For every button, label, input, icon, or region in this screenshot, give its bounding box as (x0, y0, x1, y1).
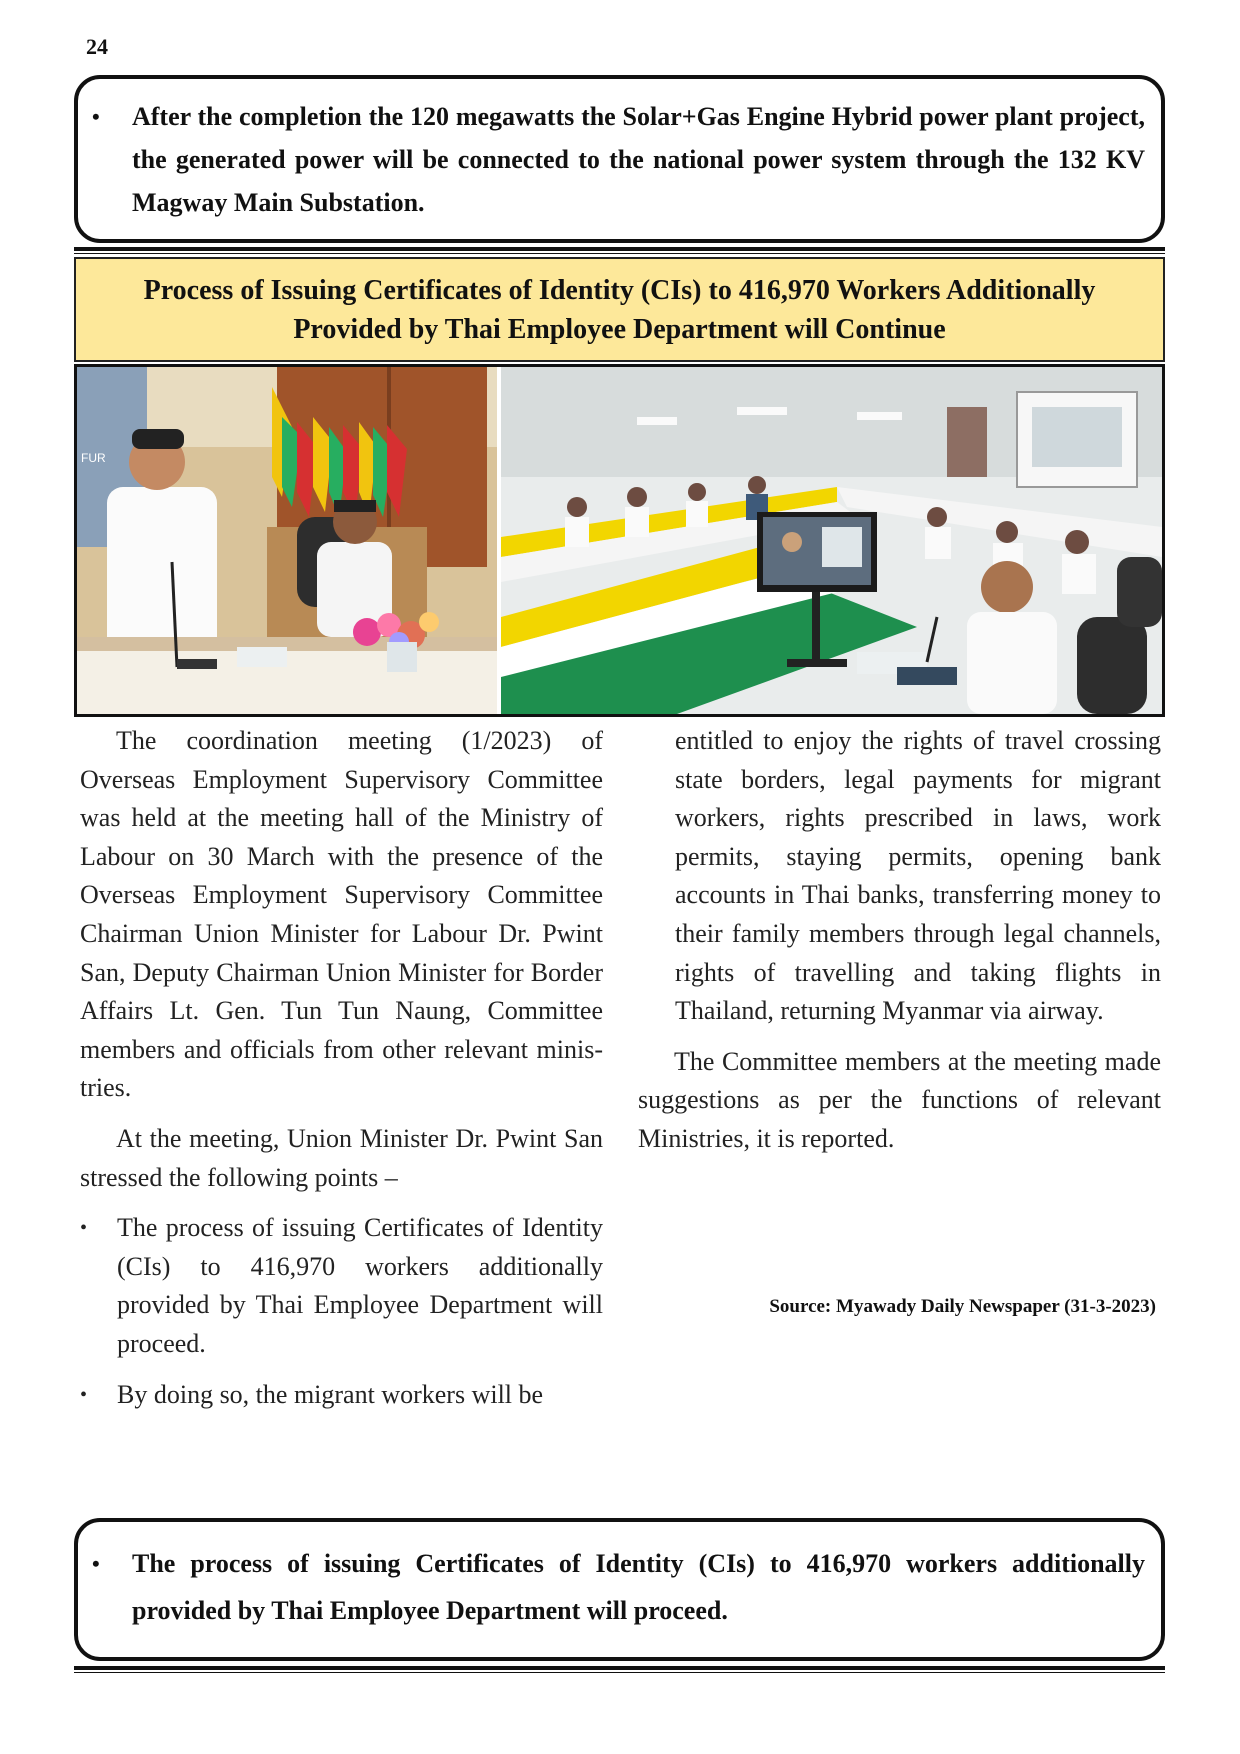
article-paragraph: The Committee members at the meeting made suggestions as per the functions of relevant Ministries, it is reported. (638, 1046, 1161, 1153)
article-paragraph: entitled to enjoy the rights of travel crossing state borders, legal payments for migrant workers, rights prescribed in laws, work permits, staying permits, opening bank accounts in Thai banks, transferring money to their family members through legal channels, rights of travelling and taking flights in Thailand, returning Myanmar via airway. (675, 726, 1161, 1026)
bottom-highlight-item (78, 1540, 1161, 1634)
meeting-photos (74, 364, 1165, 717)
bullet-icon: • (80, 1217, 88, 1240)
article-column-left (80, 722, 603, 1426)
photo-minister-speaking (77, 367, 497, 714)
bottom-highlight-text: The process of issuing Certificates of Identity (CIs) to 416,970 workers additionally provided by Thai Employee Department will proceed. (132, 1549, 1145, 1625)
list-item-text: The process of issuing Certificates of Identity (CIs) to 416,970 workers additionally provided by Thai Employee Department will proceed. (117, 1213, 603, 1358)
divider-rule (74, 253, 1165, 254)
article-paragraph: The coordination meeting (1/2023) of Overseas Employment Supervisory Committee was held at the meeting hall of the Ministry of Labour on 30 March with the presence of the Overseas Employment Supervisory Committee Chairman Union Minister for Labour Dr. Pwint San, Deputy Chairman Union Minister for Border Affairs Lt. Gen. Tun Tun Naung, Committee members and officials from other relevant ministries. (80, 726, 603, 1103)
headline-line-2: Provided by Thai Employee Department will Continue (293, 313, 946, 345)
bullet-icon: • (92, 1551, 100, 1576)
article-bullet-list (80, 1209, 603, 1414)
wall-sign-text: FUR (81, 451, 106, 465)
photo-meeting-hall (501, 367, 1162, 714)
divider-rule (74, 1672, 1165, 1673)
list-item (80, 1209, 603, 1363)
headline (134, 271, 1106, 349)
divider-rule (74, 1666, 1165, 1670)
source-credit: Source: Myawady Daily Newspaper (31-3-2023) (769, 1296, 1156, 1317)
headline-box (74, 257, 1165, 362)
article-paragraph: At the meeting, Union Minister Dr. Pwint San stressed the following points – (80, 1123, 603, 1192)
bullet-icon: • (80, 1383, 88, 1406)
article-column-right (638, 722, 1161, 1171)
list-item-text: By doing so, the migrant workers will be (117, 1379, 544, 1409)
list-item (80, 1376, 603, 1415)
bullet-icon: • (92, 104, 100, 129)
divider-rule (74, 247, 1165, 251)
page-number: 24 (86, 34, 108, 59)
bottom-highlight-box (74, 1518, 1165, 1661)
top-highlight-item (78, 95, 1161, 224)
top-highlight-box (74, 75, 1165, 243)
top-highlight-text: After the completion the 120 megawatts the Solar+Gas Engine Hybrid power plant project, the generated power will be connected to the national power system through the 132 KV Magway Main Substation. (132, 102, 1145, 217)
headline-line-1: Process of Issuing Certificates of Identity (CIs) to 416,970 Workers Additionally (143, 274, 1096, 306)
